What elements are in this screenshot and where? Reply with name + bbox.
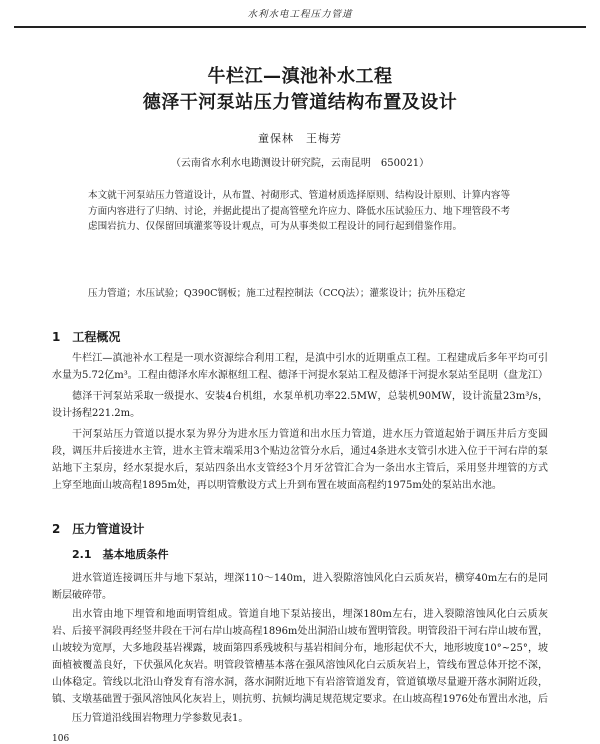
section-1-paragraph-3: 干河泵站压力管道以提水泵为界分为进水压力管道和出水压力管道，进水压力管道起始于调压井后方变圆段，调压井后接进水主管，进水主管末端采用3个贴边岔管分水后，通过4条进水支管引水进入位于干河右岸的泵站地下主泵房，经水泵提水后，泵站四条出水支管经3个月牙岔管汇合为一条出水主管后，采用竖井埋管的方式上穿至地面山坡高程1895m处，再以明管敷设方式上升到布置在坡面高程约1975m处的泵站出水池。 bbox=[52, 429, 548, 491]
title-line-1: 牛栏江—滇池补水工程 bbox=[207, 66, 393, 87]
journal-header bbox=[14, 0, 586, 28]
keywords-text: 压力管道；水压试验；Q390C钢板；施工过程控制法（CCQ法）；灌浆设计；抗外压稳定 bbox=[88, 288, 466, 299]
section-1-heading: 1 工程概况 bbox=[52, 330, 121, 344]
section-1-paragraph-2: 德泽干河泵站采取一级提水、安装4台机组，水泵单机功率22.5MW，总装机90MW，设计流量23m³/s，设计扬程221.2m。 bbox=[52, 391, 548, 419]
section-2-paragraph-2: 出水管由地下埋管和地面明管组成。管道自地下泵站接出，埋深180m左右，进入裂隙溶蚀风化白云质灰岩、后接平洞段再经竖井段在干河右岸山坡高程1896m处出洞沿山坡布置明管段。明管段沿干河右岸山坡布置，山坡较为宽厚，大多地段基岩裸露，坡面第四系残坡积与基岩相间分布，地形起伏不大，地形坡度10°~25°，坡面植被覆盖良好，下伏强风化灰岩。明管段管槽基本落在强风溶蚀风化白云质灰岩上，管线布置总体开挖不深，山体稳定。管线以北沿山脊发育有溶水洞，落水洞附近地下有岩溶管道发育，管道镇墩尽量避开落水洞附近段，镇、支墩基础置于强风溶蚀风化灰岩上，则抗剪、抗倾均满足规范规定要求。在山坡高程1976处布置出水池，后 bbox=[52, 609, 548, 705]
section-1-paragraph-1: 牛栏江—滇池补水工程是一项水资源综合利用工程，是滇中引水的近期重点工程。工程建成后多年平均可引水量为5.72亿m³。工程由德泽水库水源枢纽工程、德泽干河提水泵站工程及德泽干河提水泵站至昆明（盘龙江） bbox=[52, 353, 548, 381]
keywords bbox=[88, 286, 518, 318]
abstract bbox=[88, 188, 518, 282]
affiliation: （云南省水利水电勘测设计研究院，云南昆明 650021） bbox=[170, 158, 430, 169]
section-2-paragraph-1: 进水管道连接调压井与地下泵站，埋深110～140m，进入裂隙溶蚀风化白云质灰岩，横穿40m左右的是同断层破碎带。 bbox=[52, 573, 548, 601]
abstract-text: 本文就干河泵站压力管道设计，从布置、衬砌形式、管道材质选择原则、结构设计原则、计算内容等方面内容进行了归纳、讨论，并据此提出了提高管壁允许应力、降低水压试验压力、地下埋管段不考虑围岩抗力、仅保留回填灌浆等设计观点，可为从事类似工程设计的同行起到借鉴作用。 bbox=[88, 190, 511, 233]
page-number: 106 bbox=[52, 734, 70, 744]
journal-name: 水利水电工程压力管道 bbox=[247, 9, 353, 20]
title-line-2: 德泽干河泵站压力管道结构布置及设计 bbox=[142, 92, 458, 113]
section-2-heading: 2 压力管道设计 bbox=[52, 522, 145, 536]
authors: 童保林 王梅芳 bbox=[258, 132, 342, 145]
section-2-1-heading: 2.1 基本地质条件 bbox=[72, 548, 169, 561]
section-2-paragraph-3: 压力管道沿线围岩物理力学参数见表1。 bbox=[72, 713, 249, 724]
